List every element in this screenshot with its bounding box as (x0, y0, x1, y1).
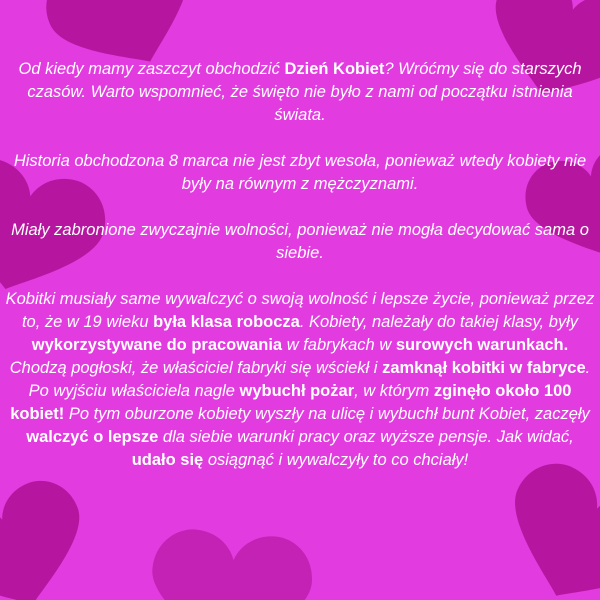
text-run: Od kiedy mamy zaszczyt obchodzić (18, 60, 285, 78)
text-run: osiągnąć i wywalczyły to co chciały! (203, 451, 469, 469)
bold-phrase: wykorzystywane do pracowania (31, 336, 283, 354)
text-run: , w którym (354, 382, 434, 400)
paragraph (4, 150, 596, 196)
paragraph (4, 288, 596, 472)
text-run: . Kobiety, należały do takiej klasy, były (299, 313, 579, 331)
text-run: Po tym oburzone kobiety wyszły na ulicę i wybuchł bunt Kobiet, zaczęły (64, 405, 590, 423)
text-run: Chodzą pogłoski, że właściciel fabryki się wściekł i (9, 359, 383, 377)
paragraph (4, 58, 596, 127)
bold-phrase: zamknął kobitki w fabryce (382, 359, 586, 377)
text-run: Kobitki musiały same wywalczyć o swoją wolność i lepsze życie, ponieważ przez to, że w 19 wieku (5, 290, 595, 331)
text-run: w fabrykach w (282, 336, 396, 354)
text-run: Miały zabronione zwyczajnie wolności, ponieważ nie mogła decydować sama o siebie. (11, 221, 589, 262)
bold-phrase: udało się (131, 451, 204, 469)
paragraph (4, 219, 596, 265)
bold-phrase: zginęło około 100 kobiet! (10, 382, 572, 423)
bold-phrase: wybuchł pożar (239, 382, 355, 400)
bold-phrase: Dzień Kobiet (284, 60, 385, 78)
bold-phrase: była klasa robocza (153, 313, 300, 331)
text-run: . Po wyjściu właściciela nagle (28, 359, 591, 400)
article-text (0, 58, 600, 495)
text-run: ? Wróćmy się do starszych czasów. Warto wspomnieć, że święto nie było z nami od początku istnienia świata. (27, 60, 582, 124)
text-run: Historia obchodzona 8 marca nie jest zbyt wesoła, ponieważ wtedy kobiety nie były na równym z mężczyznami. (13, 152, 587, 193)
text-run: dla siebie warunki pracy oraz wyższe pensje. Jak widać, (158, 428, 574, 446)
bold-phrase: walczyć o lepsze (26, 428, 159, 446)
bold-phrase: surowych warunkach. (395, 336, 569, 354)
heart-icon-bottom-center (145, 526, 315, 600)
